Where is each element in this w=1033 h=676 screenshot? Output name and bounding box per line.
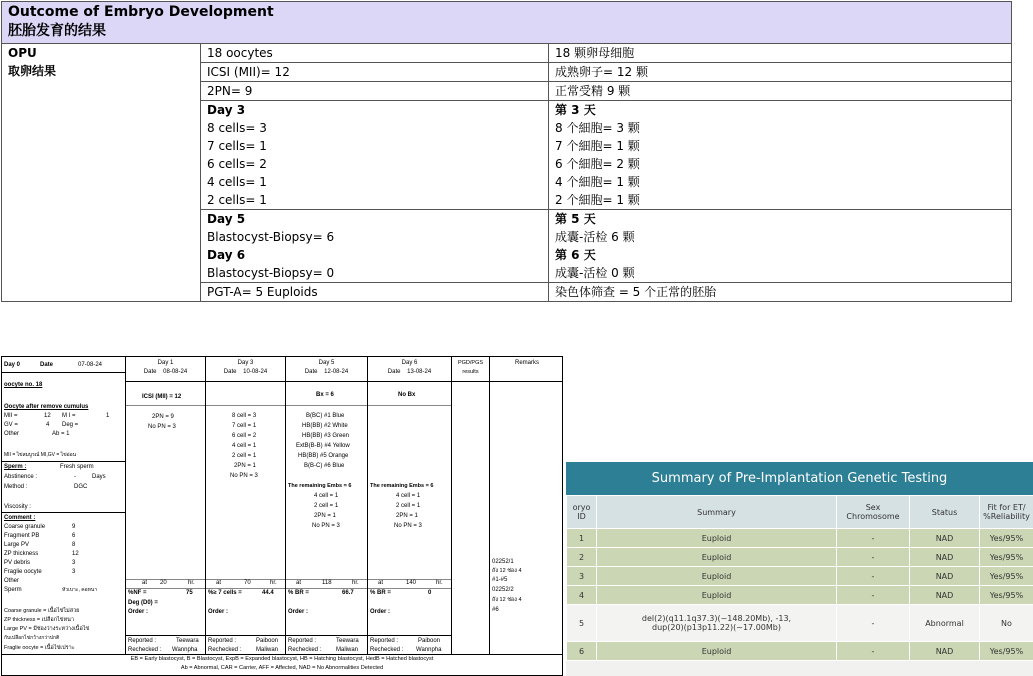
form-day1-column	[126, 357, 206, 654]
embryo-sex: -	[837, 605, 910, 642]
remaining-embryos: The remaining Embs = 6	[288, 483, 352, 489]
table-header	[2, 2, 1012, 44]
table-row	[2, 44, 1012, 63]
embryo-summary: dup(20)(p13p11.22)(~17.00Mb)	[652, 623, 781, 632]
day3-form-line: 4 cell = 1	[232, 443, 257, 449]
divider	[2, 461, 125, 462]
no-biopsy: No Bx	[398, 392, 416, 398]
embryo-status: NAD	[910, 548, 980, 567]
comment-value: หัวเบาะ, คอหนา	[62, 587, 98, 593]
comment-value: 3	[72, 569, 76, 575]
comment-heading: Comment :	[4, 515, 36, 521]
divider	[286, 635, 367, 636]
embryo-summary: del(2)(q11.1q37.3)(~148.20Mb), -13,	[641, 614, 792, 623]
day5-heading-en: Day 5	[207, 212, 246, 226]
day3-line-cn: 2 个細胞= 1 颗	[555, 193, 640, 207]
day0-date: 07-08-24	[78, 362, 103, 368]
order-label: Order :	[370, 609, 391, 615]
day6-form-heading: Day 6	[401, 360, 418, 366]
gv-value: 4	[46, 422, 50, 428]
abstinence-value: -	[74, 474, 76, 480]
form-day0-column	[2, 357, 126, 654]
reported-label: Reported :	[288, 638, 317, 644]
opu-oocytes-en: 18 oocytes	[201, 44, 549, 63]
deg-d0-label: Deg (D0) =	[128, 600, 158, 606]
ab-value: Ab = 1	[52, 431, 70, 437]
deg-label: Deg =	[62, 422, 79, 428]
day3-form-line: 2 cell = 1	[232, 453, 257, 459]
date-label: Date	[304, 369, 318, 375]
embryo-sex: -	[837, 586, 910, 605]
embryo-summary-cell	[597, 605, 837, 642]
embryo-fit: Yes/95%	[980, 529, 1033, 548]
other-label: Other	[4, 431, 20, 437]
day6-heading-cn: 第 6 天	[555, 248, 596, 262]
table-row	[567, 586, 1033, 605]
form-note: กับเปลือกไข่กว้างกว่าปกติ	[4, 635, 60, 641]
embryo-id: 6	[567, 642, 597, 661]
stat-label: % BR =	[370, 590, 391, 596]
col-fit-for-et: Fit for ET/ %Reliability	[980, 496, 1033, 529]
at-label: at	[296, 580, 302, 586]
remaining-line: No PN = 3	[312, 523, 340, 529]
embryo-summary: Euploid	[597, 586, 837, 605]
rechecked-label: Rechecked :	[128, 647, 162, 653]
embryo-fit: Yes/95%	[980, 548, 1033, 567]
day1-heading: Day 1	[157, 360, 174, 366]
col-summary: Summary	[597, 496, 837, 529]
blastocyst-line: B(B-C) #6 Blue	[304, 463, 345, 469]
remark-line: ถัง 12 ช่อง 4	[492, 597, 522, 603]
oocyte-number: oocyte no. 18	[4, 382, 43, 388]
mi-value: 1	[106, 413, 110, 419]
day1-header	[126, 357, 205, 382]
day3-date: 10-08-24	[243, 369, 268, 375]
mi-label: M I =	[62, 413, 76, 419]
day3-cell-en	[201, 101, 549, 210]
divider	[126, 635, 205, 636]
opu-label-cn: 取卵结果	[8, 64, 57, 78]
remaining-embryos: The remaining Embs = 6	[370, 483, 434, 489]
comment-value: 8	[72, 542, 76, 548]
embryo-summary: Euploid	[597, 567, 837, 586]
pgt-table	[566, 495, 1033, 661]
opu-oocytes-cn: 18 颗卵母细胞	[549, 44, 1012, 63]
at-label: at	[142, 580, 148, 586]
hours-value: 20	[160, 580, 167, 586]
day0-label: Day 0	[4, 362, 21, 368]
hr-label: hr.	[436, 580, 443, 586]
day3-line: 6 cells= 2	[207, 157, 267, 171]
reported-by: Teewara	[336, 638, 359, 644]
comment-key: Fraglie oocyte	[4, 569, 42, 575]
gv-label: GV =	[4, 422, 18, 428]
comment-value: 12	[72, 551, 79, 557]
at-label: at	[216, 580, 222, 586]
day5-heading-cn: 第 5 天	[555, 212, 596, 226]
pgt-result-en: PGT-A= 5 Euploids	[201, 283, 549, 302]
legend-line: EB = Early blastocyst, B = Blastocyst, ExpB = Expanded blastocyst, HB = Hatching blastocyst, HedB = Hatched blastocyst	[130, 656, 434, 662]
embryo-sex: -	[837, 567, 910, 586]
hours-value: 118	[322, 580, 332, 586]
reported-label: Reported :	[208, 638, 237, 644]
divider	[2, 512, 125, 513]
opu-2pn-cn: 正常受精 9 颗	[549, 82, 1012, 101]
remark-line: #6	[492, 607, 499, 613]
comment-value: 3	[72, 560, 76, 566]
embryo-summary: Euploid	[597, 642, 837, 661]
embryo-id: 3	[567, 567, 597, 586]
comment-key: Fragment PB	[4, 533, 40, 539]
stat-value: 44.4	[262, 590, 274, 596]
hours-value: 140	[406, 580, 417, 586]
day6-biopsy-en: Blastocyst-Biopsy= 0	[207, 266, 335, 280]
hr-label: hr.	[188, 580, 195, 586]
pgd-heading: PGD/PGS results	[452, 357, 489, 382]
day3-cell-cn	[549, 101, 1012, 210]
day5-biopsy-cn: 成囊-活检 6 颗	[555, 230, 635, 244]
divider	[368, 635, 451, 636]
embryo-sex: -	[837, 548, 910, 567]
opu-2pn-en: 2PN= 9	[201, 82, 549, 101]
comment-key: ZP thickness	[4, 551, 39, 557]
divider	[206, 635, 285, 636]
pgt-result-cn: 染色体筛查 = 5 个正常的胚胎	[549, 283, 1012, 302]
day6-heading-en: Day 6	[207, 248, 246, 262]
opu-icsi-cn: 成熟卵子= 12 颗	[549, 63, 1012, 82]
embryo-sex: -	[837, 529, 910, 548]
day3-heading-en: Day 3	[207, 103, 246, 117]
day1-line: No PN = 3	[148, 424, 176, 430]
rechecked-label: Rechecked :	[370, 647, 404, 653]
stat-label: % BR =	[288, 590, 309, 596]
day3-line: 7 cells= 1	[207, 139, 267, 153]
date-label: Date	[143, 369, 157, 375]
reported-by: Teewara	[176, 638, 199, 644]
rechecked-by: Wannpha	[416, 647, 442, 653]
day1-line: 2PN = 9	[152, 414, 174, 420]
remark-line: 02252/2	[492, 587, 514, 593]
day5-date: 12-08-24	[324, 369, 349, 375]
biopsy-count: Bx = 6	[316, 392, 334, 398]
order-label: Order :	[128, 609, 149, 615]
col-embryo-id: oryo ID	[567, 496, 597, 529]
embryo-id: 1	[567, 529, 597, 548]
method-label: Method :	[4, 484, 28, 490]
embryo-fit: No	[980, 605, 1033, 642]
day6-header	[368, 357, 451, 382]
days-label: Days	[92, 474, 106, 480]
abstinence-label: Abstinence :	[4, 474, 38, 480]
embryology-lab-form	[1, 356, 563, 676]
embryo-status: NAD	[910, 642, 980, 661]
remaining-line: 4 cell = 1	[396, 493, 421, 499]
embryo-status: Abnormal	[910, 605, 980, 642]
comment-key: PV debris	[4, 560, 31, 566]
table-row	[567, 548, 1033, 567]
blastocyst-line: ExtB(B-B) #4 Yellow	[296, 443, 350, 449]
order-label: Order :	[288, 609, 309, 615]
hr-label: hr.	[352, 580, 359, 586]
day3-form-line: 2PN = 1	[234, 463, 256, 469]
day3-line: 2 cells= 1	[207, 193, 267, 207]
day3-form-line: 7 cell = 1	[232, 423, 257, 429]
day5-header	[286, 357, 367, 382]
form-remarks-column	[490, 357, 563, 654]
embryo-fit: Yes/95%	[980, 642, 1033, 661]
mii-note: MII = ไข่สมบูรณ์ MI,GV = ไข่อ่อน	[4, 452, 77, 458]
opu-icsi-en: ICSI (MII)= 12	[201, 63, 549, 82]
day5-form-heading: Day 5	[318, 360, 335, 366]
rechecked-label: Rechecked :	[208, 647, 242, 653]
blastocyst-line: HB(BB) #3 Green	[302, 433, 350, 439]
day56-cell-cn	[549, 210, 1012, 283]
day3-form-line: 8 cell = 3	[232, 413, 257, 419]
form-legend	[2, 654, 562, 673]
table-row	[567, 529, 1033, 548]
comment-key: Large PV	[4, 542, 30, 548]
embryo-summary: Euploid	[597, 548, 837, 567]
stat-value: 0	[428, 590, 432, 596]
blastocyst-line: HB(BB) #2 White	[302, 423, 348, 429]
day6-biopsy-cn: 成囊-活检 0 颗	[555, 266, 635, 280]
day3-heading-cn: 第 3 天	[555, 103, 596, 117]
table-row	[567, 567, 1033, 586]
remaining-line: No PN = 3	[394, 523, 422, 529]
embryo-status: NAD	[910, 586, 980, 605]
embryo-fit: Yes/95%	[980, 586, 1033, 605]
embryo-sex: -	[837, 642, 910, 661]
reported-label: Reported :	[370, 638, 399, 644]
remark-line: #1-#5	[492, 577, 508, 583]
day0-date-label: Date	[40, 362, 54, 368]
stat-value: 75	[186, 590, 193, 596]
after-cumulus-heading: Oocyte after remove cumulus	[4, 404, 89, 410]
pgt-header-row	[567, 496, 1033, 529]
reported-by: Paiboon	[418, 638, 441, 644]
rechecked-by: Wannpha	[172, 647, 198, 653]
day3-form-line: No PN = 3	[230, 473, 258, 479]
embryo-id: 5	[567, 605, 597, 642]
divider	[368, 405, 451, 406]
opu-label-en: OPU	[8, 46, 37, 60]
table-row	[567, 642, 1033, 661]
comment-key: Coarse granule	[4, 524, 46, 530]
divider	[286, 405, 367, 406]
reported-label: Reported :	[128, 638, 157, 644]
remarks-heading: Remarks	[490, 357, 563, 382]
date-label: Date	[387, 369, 401, 375]
remaining-line: 2 cell = 1	[396, 503, 421, 509]
day3-line: 8 cells= 3	[207, 121, 267, 135]
comment-value: 6	[72, 533, 76, 539]
day3-line-cn: 6 个細胞= 2 颗	[555, 157, 640, 171]
divider	[126, 405, 205, 406]
stat-label: %≥ 7 cells =	[208, 590, 242, 596]
stat-label: %NF =	[128, 590, 147, 596]
embryo-outcome-table	[1, 1, 1012, 302]
comment-value: 9	[72, 524, 76, 530]
rechecked-by: Maliwan	[256, 647, 279, 653]
comment-key: Sperm	[4, 587, 22, 593]
stat-value: 66.7	[342, 590, 354, 596]
reported-by: Paiboon	[256, 638, 279, 644]
rechecked-label: Rechecked :	[288, 647, 322, 653]
day56-cell-en	[201, 210, 549, 283]
comment-key: Other	[4, 578, 20, 584]
at-label: at	[378, 580, 384, 586]
embryo-id: 2	[567, 548, 597, 567]
form-note: Coarse granule = เนื้อไข่ไม่สวย	[4, 608, 80, 614]
form-note: Large PV = มีช่องว่างระหว่างเนื้อไข่	[4, 626, 90, 632]
rechecked-by: Maliwan	[336, 647, 359, 653]
table-title-en: Outcome of Embryo Development	[8, 4, 274, 20]
col-status: Status	[910, 496, 980, 529]
form-day3-column	[206, 357, 286, 654]
opu-label-cell	[2, 44, 201, 302]
legend-line: Ab = Abnormal, CAR = Carrier, AFF = Affected, NAD = No Abnormalities Detected	[180, 665, 384, 671]
day3-line-cn: 4 个細胞= 1 颗	[555, 175, 640, 189]
sperm-value: Fresh sperm	[60, 464, 94, 470]
blastocyst-line: HB(BB) #5 Orange	[298, 453, 349, 459]
divider	[206, 405, 285, 406]
col-sex-chromosome: Sex Chromosome	[837, 496, 910, 529]
method-value: DGC	[74, 484, 88, 490]
viscosity-label: Viscosity :	[4, 504, 31, 510]
day1-date: 08-08-24	[163, 369, 188, 375]
embryo-fit: Yes/95%	[980, 567, 1033, 586]
day3-form-line: 6 cell = 2	[232, 433, 257, 439]
mii-value: 12	[44, 413, 51, 419]
blastocyst-line: B(BC) #1 Blue	[306, 413, 345, 419]
table-title-cn: 胚胎发育的结果	[8, 23, 106, 39]
day3-line: 4 cells= 1	[207, 175, 267, 189]
form-day5-column	[286, 357, 368, 654]
pgt-summary-report	[566, 462, 1033, 676]
divider	[2, 372, 125, 373]
pgt-title: Summary of Pre-Implantation Genetic Testing	[566, 462, 1033, 495]
hours-value: 70	[244, 580, 251, 586]
form-pgd-column	[452, 357, 490, 654]
embryo-status: NAD	[910, 529, 980, 548]
remark-line: 02252/1	[492, 559, 514, 565]
day3-line-cn: 8 个細胞= 3 颗	[555, 121, 640, 135]
table-row	[567, 605, 1033, 642]
remaining-line: 4 cell = 1	[314, 493, 339, 499]
hr-label: hr.	[270, 580, 277, 586]
date-label: Date	[223, 369, 237, 375]
remaining-line: 2 cell = 1	[314, 503, 339, 509]
day5-biopsy-en: Blastocyst-Biopsy= 6	[207, 230, 335, 244]
sperm-label: Sperm :	[4, 464, 27, 470]
order-label: Order :	[208, 609, 229, 615]
form-note: Fraglie oocyte = เนื้อไข่เปราะ	[4, 645, 75, 651]
remark-line: ถัง 12 ช่อง 4	[492, 568, 522, 574]
form-note: ZP thickness = เปลือกไข่หนา	[4, 617, 75, 623]
embryo-id: 4	[567, 586, 597, 605]
remaining-line: 2PN = 1	[396, 513, 418, 519]
day6-date: 13-08-24	[407, 369, 432, 375]
icsi-value: ICSI (MII) = 12	[142, 394, 182, 400]
day3-line-cn: 7 个細胞= 1 颗	[555, 139, 640, 153]
mii-label: MII =	[4, 413, 18, 419]
day3-form-heading: Day 3	[237, 360, 254, 366]
embryo-summary: Euploid	[597, 529, 837, 548]
day3-header	[206, 357, 285, 382]
embryo-status: NAD	[910, 567, 980, 586]
form-day6-column	[368, 357, 452, 654]
remaining-line: 2PN = 1	[314, 513, 336, 519]
